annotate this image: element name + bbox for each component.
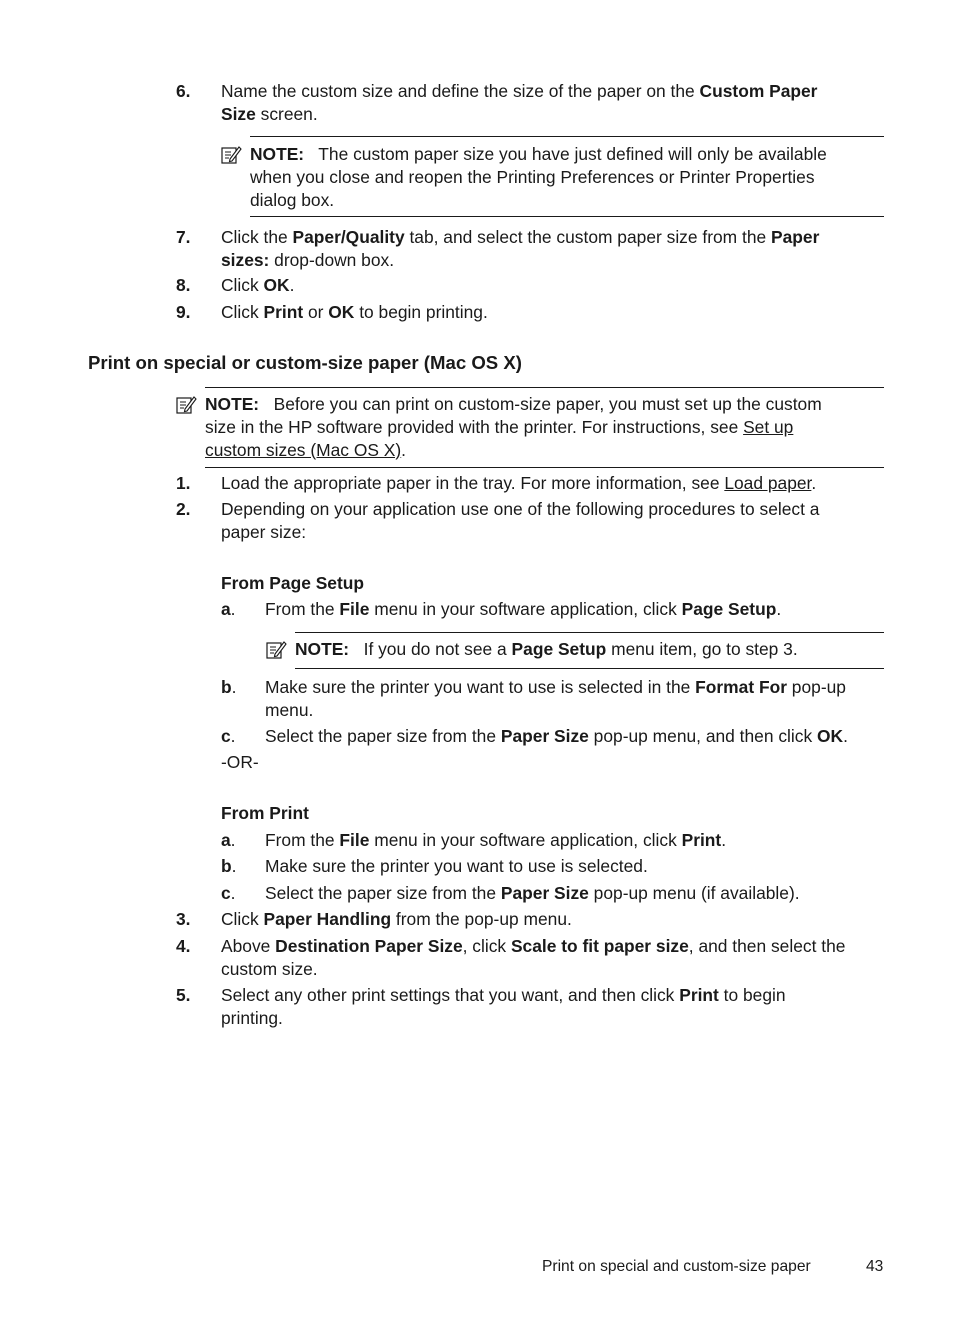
- step-number: 4.: [176, 936, 191, 956]
- substep-letter: b.: [221, 677, 237, 697]
- text: Name the custom size and define the size of the paper on the: [221, 81, 700, 101]
- bold-text: OK: [328, 302, 355, 322]
- page-setup-step-c: [265, 725, 887, 748]
- substep-letter: a.: [221, 830, 236, 850]
- step-number: 3.: [176, 909, 191, 929]
- link-load-paper[interactable]: Load paper: [724, 473, 812, 493]
- bold-text: Paper: [771, 227, 820, 247]
- text: If you do not see a: [363, 639, 512, 659]
- step-number: 5.: [176, 985, 191, 1005]
- print-step-b: [265, 855, 885, 878]
- step-number: 7.: [176, 227, 191, 247]
- text: Above: [221, 936, 276, 956]
- bold-text: Paper/Quality: [292, 227, 405, 247]
- bold-text: Format For: [695, 677, 787, 697]
- mac-step-3-text: [221, 908, 886, 931]
- text: Make sure the printer you want to use is selected in the: [265, 677, 696, 697]
- letter: c: [221, 883, 231, 903]
- text: dialog box.: [250, 190, 335, 210]
- text: .: [401, 440, 407, 460]
- text: pop-up: [786, 677, 846, 697]
- mac-step-4-text: [221, 935, 887, 981]
- text: Depending on your application use one of the following procedures to select a: [221, 499, 820, 519]
- bold-text: Print: [263, 302, 304, 322]
- print-step-a: [265, 829, 885, 852]
- text: From the: [265, 830, 340, 850]
- bold-text: Print: [679, 985, 719, 1005]
- text: menu item, go to step 3.: [606, 639, 798, 659]
- text: Load the appropriate paper in the tray. For more information, see: [221, 473, 725, 493]
- footer-title: Print on special and custom-size paper: [542, 1258, 811, 1275]
- letter: b: [221, 677, 232, 697]
- note-bottom-rule: [205, 467, 884, 468]
- bold-text: Scale to fit paper size: [510, 936, 689, 956]
- step-8-text: [221, 274, 294, 297]
- note-top-rule: [205, 387, 884, 388]
- text: .: [721, 830, 727, 850]
- bold-text: Paper Size: [500, 883, 589, 903]
- note-label: NOTE:: [250, 144, 305, 164]
- bold-text: Print: [681, 830, 722, 850]
- text: Select any other print settings that you want, and then click: [221, 985, 680, 1005]
- step-7-text: [221, 226, 886, 272]
- bold-text: Paper Size: [500, 726, 589, 746]
- text: drop-down box.: [269, 250, 395, 270]
- note-1-text: [250, 143, 884, 212]
- subheading-from-print: From Print: [221, 803, 309, 823]
- page-setup-step-a: [265, 598, 885, 621]
- text: Before you can print on custom-size paper, you must set up the custom: [273, 394, 822, 414]
- note-top-rule: [295, 632, 884, 633]
- text: or: [303, 302, 329, 322]
- link-set-up-custom-sizes[interactable]: Set up: [743, 417, 794, 437]
- mac-step-1-text: [221, 472, 886, 495]
- text: , click: [462, 936, 511, 956]
- letter: c: [221, 726, 231, 746]
- note-pencil-icon: [220, 144, 242, 166]
- text: The custom paper size you have just defined will only be available: [318, 144, 827, 164]
- bold-text: File: [339, 830, 370, 850]
- bold-text: Size: [221, 104, 256, 124]
- text: Select the paper size from the: [265, 883, 501, 903]
- text: menu in your software application, click: [369, 830, 682, 850]
- step-number: 8.: [176, 275, 191, 295]
- text: Click the: [221, 227, 293, 247]
- text: size in the HP software provided with the printer. For instructions, see: [205, 417, 744, 437]
- page-setup-step-b: [265, 676, 885, 722]
- page-number: 43: [866, 1258, 884, 1275]
- note-3-text: [295, 638, 885, 661]
- mac-step-5-text: [221, 984, 886, 1030]
- text: Click: [221, 275, 264, 295]
- mac-step-2-text: [221, 498, 886, 544]
- bold-text: Page Setup: [511, 639, 607, 659]
- text: .: [811, 473, 817, 493]
- substep-letter: a.: [221, 599, 236, 619]
- note-pencil-icon: [265, 639, 287, 661]
- text: tab, and select the custom paper size from the: [404, 227, 771, 247]
- note-bottom-rule: [250, 216, 884, 217]
- bold-text: OK: [263, 275, 290, 295]
- letter: b: [221, 856, 232, 876]
- note-pencil-icon: [175, 394, 197, 416]
- section-heading: Print on special or custom-size paper (Mac OS X): [88, 352, 522, 373]
- text: when you close and reopen the Printing Preferences or Printer Properties: [250, 167, 815, 187]
- step-number: 6.: [176, 81, 191, 101]
- bold-text: Paper Handling: [263, 909, 392, 929]
- letter: a: [221, 599, 231, 619]
- text: Select the paper size from the: [265, 726, 501, 746]
- step-number: 9.: [176, 302, 191, 322]
- text: paper size:: [221, 522, 307, 542]
- step-number: 2.: [176, 499, 191, 519]
- text: Click: [221, 302, 264, 322]
- bold-text: Page Setup: [681, 599, 777, 619]
- text: pop-up menu (if available).: [588, 883, 800, 903]
- print-step-c: [265, 882, 885, 905]
- substep-letter: c.: [221, 883, 236, 903]
- text: .: [776, 599, 782, 619]
- text: From the: [265, 599, 340, 619]
- text: custom size.: [221, 959, 318, 979]
- text: .: [289, 275, 295, 295]
- bold-text: Destination Paper Size: [275, 936, 463, 956]
- text: .: [843, 726, 848, 746]
- text: Make sure the printer you want to use is selected.: [265, 856, 648, 876]
- subheading-from-page-setup: From Page Setup: [221, 573, 365, 593]
- step-9-text: [221, 301, 488, 324]
- bold-text: sizes:: [221, 250, 270, 270]
- step-6-text: [221, 80, 886, 126]
- text: pop-up menu, and then click: [588, 726, 817, 746]
- text: to begin printing.: [354, 302, 488, 322]
- note-bottom-rule: [295, 668, 884, 669]
- note-label: NOTE:: [295, 639, 350, 659]
- text: to begin: [718, 985, 786, 1005]
- note-top-rule: [250, 136, 884, 137]
- bold-text: Custom Paper: [699, 81, 818, 101]
- letter: a: [221, 830, 231, 850]
- bold-text: OK: [817, 726, 844, 746]
- substep-letter: c.: [221, 726, 236, 746]
- or-separator: -OR-: [221, 752, 259, 772]
- text: from the pop-up menu.: [391, 909, 572, 929]
- note-2-text: [205, 393, 885, 462]
- note-label: NOTE:: [205, 394, 260, 414]
- substep-letter: b.: [221, 856, 237, 876]
- step-number: 1.: [176, 473, 191, 493]
- text: , and then select the: [688, 936, 846, 956]
- text: menu in your software application, click: [369, 599, 682, 619]
- bold-text: File: [339, 599, 370, 619]
- text: menu.: [265, 700, 314, 720]
- text: screen.: [255, 104, 318, 124]
- link-set-up-custom-sizes[interactable]: custom sizes (Mac OS X): [205, 440, 402, 460]
- text: printing.: [221, 1008, 283, 1028]
- text: Click: [221, 909, 264, 929]
